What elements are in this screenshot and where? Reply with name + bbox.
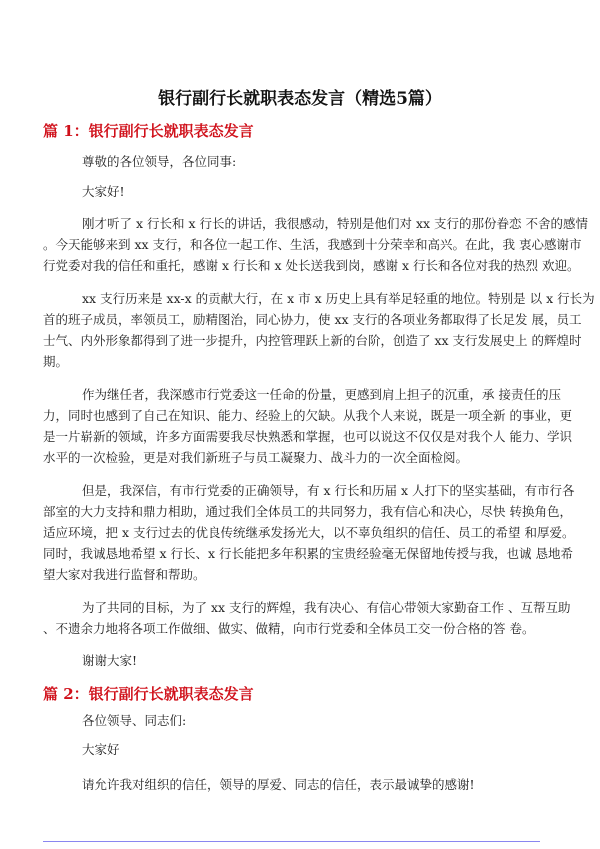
paragraph <box>43 151 553 172</box>
text-line: 力，同时也感到了自己在知识、能力、经验上的欠缺。从我个人来说，既是一项全新 的事业，更 <box>43 408 572 423</box>
text-line: 同时，我诚恳地希望 x 行长、x 行长能把多年积累的宝贵经验毫无保留地传授与我，也诚 恳地希 <box>43 546 573 561</box>
text-line: xx 支行历来是 xx-x 的贡献大行，在 x 市 x 历史上具有举足轻重的地位。特别是 以 x 行长为 <box>82 291 595 306</box>
text-line: 、不遗余力地将各项工作做细、做实、做精，向市行党委和全体员工交一份合格的答 卷。 <box>43 621 535 636</box>
text-line: 期。 <box>43 354 69 369</box>
text-line: 谢谢大家! <box>82 653 138 668</box>
paragraph <box>43 739 553 760</box>
text-line: 首的班子成员，率领员工，励精图治，同心协力，使 xx 支行的各项业务都取得了长足发 展，员工 <box>43 312 582 327</box>
text-line: 尊敬的各位领导，各位同事: <box>82 154 237 169</box>
section-heading: 篇 1：银行副行长就职表态发言 <box>43 122 254 140</box>
text-line: 但是，我深信，有市行党委的正确领导，有 x 行长和历届 x 人打下的坚实基础，有市行各 <box>82 483 575 498</box>
text-line: 士气、内外形象都得到了进一步提升，内控管理跃上新的台阶，创造了 xx 支行发展史上 的辉煌时 <box>43 333 582 348</box>
text-line: 请允许我对组织的信任，领导的厚爱、同志的信任，表示最诚挚的感谢! <box>82 777 475 792</box>
text-line: 适应环境，把 x 支行过去的优良传统继承发扬光大，以不辜负组织的信任、员工的希望 和厚爱。 <box>43 525 575 540</box>
text-line: 作为继任者，我深感市行党委这一任命的份量，更感到肩上担子的沉重，承 接责任的压 <box>82 387 561 402</box>
paragraph <box>43 213 589 276</box>
text-line: 为了共同的目标，为了 xx 支行的辉煌，我有决心、有信心带领大家勤奋工作 、互帮互助 <box>82 600 571 615</box>
text-line: 望大家对我进行监督和帮助。 <box>43 567 206 582</box>
footer-divider <box>43 841 540 842</box>
paragraph <box>43 650 553 671</box>
text-line: 各位领导、同志们: <box>82 713 187 728</box>
section-heading: 篇 2：银行副行长就职表态发言 <box>43 685 254 703</box>
text-line: 大家好! <box>82 184 125 199</box>
text-line: 大家好 <box>82 742 120 757</box>
document-title: 银行副行长就职表态发言（精选5篇） <box>158 89 442 109</box>
text-line: 行党委对我的信任和重托，感谢 x 行长和 x 处长送我到岗，感谢 x 行长和各位对我的热烈 欢迎。 <box>43 258 580 273</box>
text-line: 水平的一次检验，更是对我们新班子与员工凝聚力、战斗力的一次全面检阅。 <box>43 450 469 465</box>
paragraph <box>43 288 595 372</box>
text-line: 部室的大力支持和鼎力相助，通过我们全体员工的共同努力，我有信心和决心，尽快 转换角色， <box>43 504 572 519</box>
paragraph <box>43 480 575 585</box>
paragraph <box>43 181 553 202</box>
paragraph <box>43 384 572 468</box>
text-line: 刚才听了 x 行长和 x 行长的讲话，我很感动，特别是他们对 xx 支行的那份眷恋 不舍的感情 <box>82 216 589 231</box>
paragraph <box>43 710 553 731</box>
text-line: 。今天能够来到 xx 支行，和各位一起工作、生活，我感到十分荣幸和高兴。在此，我 衷心感谢市 <box>43 237 582 252</box>
paragraph <box>43 774 553 795</box>
text-line: 是一片崭新的领域，许多方面需要我尽快熟悉和掌握，也可以说这不仅仅是对我个人 能力、学识 <box>43 429 572 444</box>
paragraph <box>43 597 571 639</box>
